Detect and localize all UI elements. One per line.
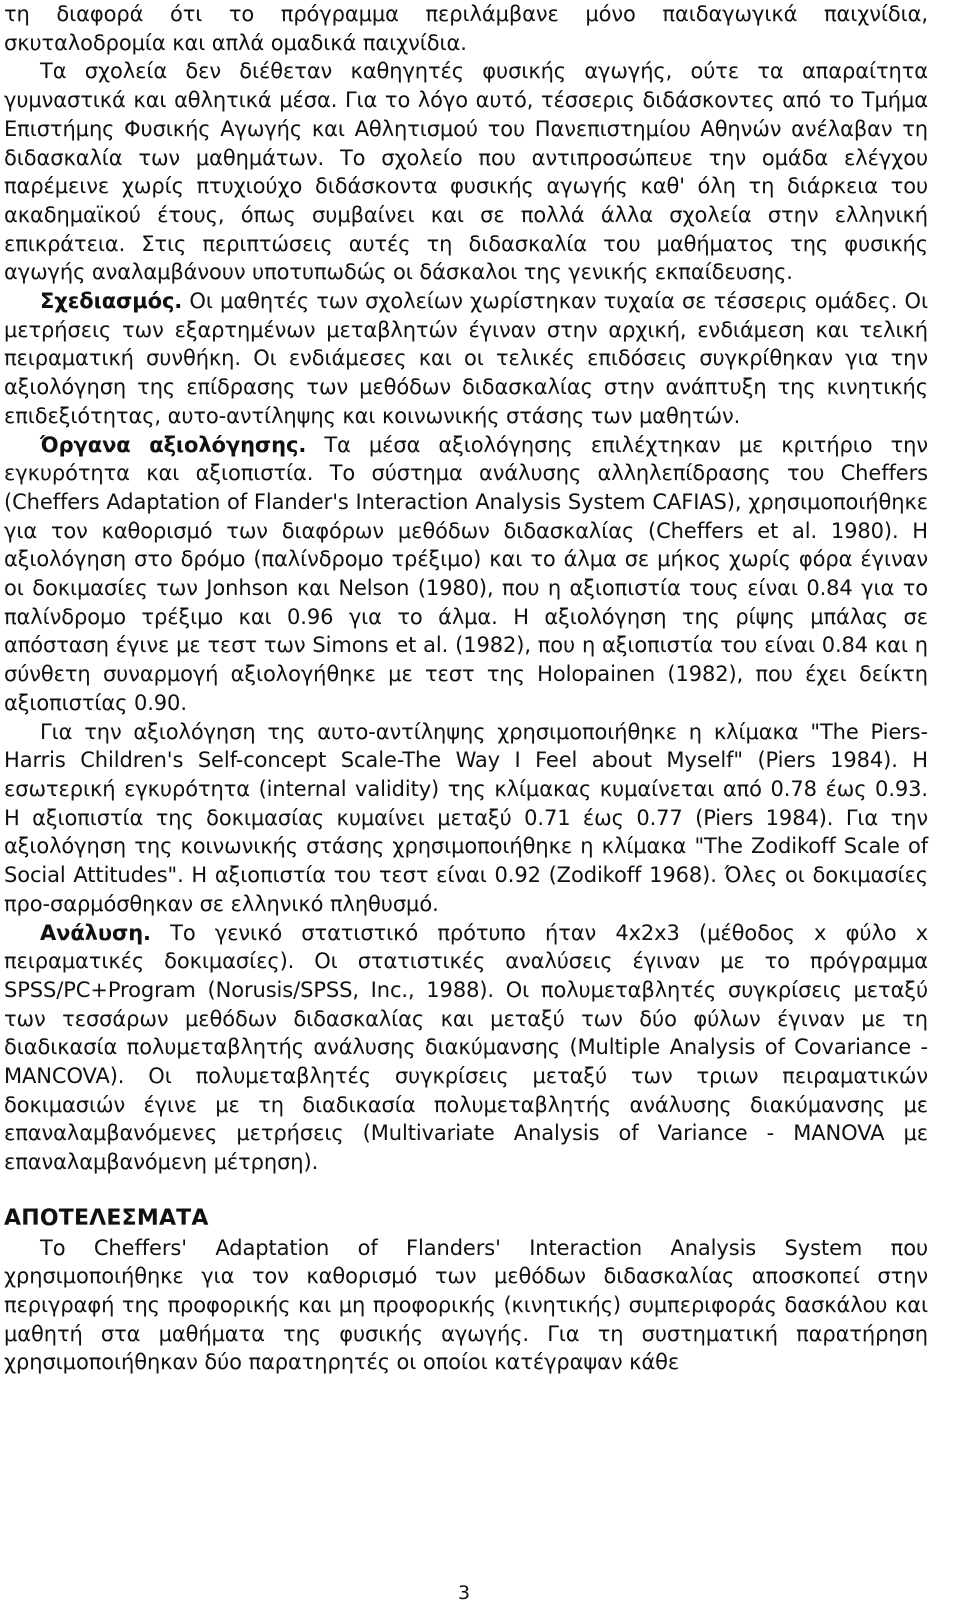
document-page [4, 0, 928, 1377]
paragraph-text: Τα σχολεία δεν διέθεταν καθηγητές φυσικής αγωγής, ούτε τα απαραίτητα γυμναστικά και αθλητικά μέσα. Για το λόγο αυτό, τέσσερις διδάσκοντες από το Τμήμα Επιστήμης Φυσικής Αγωγής και Αθλητισμού του Πανεπιστημίου Αθηνών ανέλαβαν τη διδασκαλία των μαθημάτων. Το σχολείο που αντιπροσώπευε την ομάδα ελέγχου παρέμεινε χωρίς πτυχιούχο διδάσκοντα φυσικής αγωγής καθ' όλη τη διάρκεια του ακαδημαϊκού έτους, όπως συμβαίνει και σε πολλά άλλα σχολεία στην ελληνική επικράτεια. Στις περιπτώσεις αυτές τη διδασκαλία του μαθήματος της φυσικής αγωγής αναλαμβάνουν υποτυπωδώς οι δάσκαλοι της γενικής εκπαίδευσης. [4, 59, 928, 285]
paragraph-text: Οι μαθητές των σχολείων χωρίστηκαν τυχαία σε τέσσερις ομάδες. Οι μετρήσεις των εξαρτημένων μεταβλητών έγιναν στην αρχική, ενδιάμεση και τελική πειραματική συνθήκη. Οι ενδιάμεσες και οι τελικές επιδόσεις συγκρίθηκαν για την αξιολόγηση της επίδρασης των μεθόδων διδασκαλίας στην ανάπτυξη της κινητικής επιδεξιότητας, αυτο-αντίληψης και κοινωνικής στάσης των μαθητών. [4, 289, 928, 428]
paragraph-analysis [4, 919, 928, 1177]
paragraph-results [4, 1234, 928, 1378]
paragraph-self-concept [4, 718, 928, 919]
paragraph-text: τη διαφορά ότι το πρόγραμμα περιλάμβανε μόνο παιδαγωγικά παιχνίδια, σκυταλοδρομία και απλά ομαδικά παιχνίδια. [4, 2, 928, 55]
section-heading-results: ΑΠΟΤΕΛΕΣΜΑΤΑ [4, 1205, 209, 1231]
paragraph-lead-analysis: Ανάλυση. [40, 920, 151, 945]
paragraph-instruments [4, 431, 928, 718]
paragraph-text: Το γενικό στατιστικό πρότυπο ήταν 4x2x3 (μέθοδος x φύλο x πειραματικές δοκιμασίες). Οι στατιστικές αναλύσεις έγιναν με το πρόγραμμα SPSS/PC+Program (Norusis/SPSS, Inc., 1988). Οι πολυμεταβλητές συγκρίσεις μεταξύ των τεσσάρων μεθόδων διδασκαλίας και μεταξύ των δύο φύλων έγιναν με τη διαδικασία πολυμεταβλητής ανάλυσης διακύμανσης (Multiple Analysis of Covariance - MANCOVA). Οι πολυμεταβλητές συγκρίσεις μεταξύ των τριων πειραματικών δοκιμασιών έγινε με τη διαδικασία πολυμεταβλητής ανάλυσης διακύμανσης με επαναλαμβανόμενες μετρήσεις (Multivariate Analysis of Variance - MANOVA με επαναλαμβανόμενη μέτρηση). [4, 920, 928, 1175]
paragraph-lead-design: Σχεδιασμός. [40, 289, 183, 314]
paragraph-text: Το Cheffers' Adaptation of Flanders' Interaction Analysis System που χρησιμοποιήθηκε για τον καθορισμό των μεθόδων διδασκαλίας αποσκοπεί στην περιγραφή της προφορικής και μη προφορικής (κινητικής) συμπεριφοράς δασκάλου και μαθητή στα μαθήματα της φυσικής αγωγής. Για τη συστηματική παρατήρηση χρησιμοποιήθηκαν δύο παρατηρητές οι οποίοι κατέγραψαν κάθε [4, 1235, 928, 1375]
paragraph-schools [4, 57, 928, 287]
paragraph-design [4, 287, 928, 431]
paragraph-lead-instruments: Όργανα αξιολόγησης. [40, 432, 307, 457]
paragraph-text: Τα μέσα αξιολόγησης επιλέχτηκαν με κριτήριο την εγκυρότητα και αξιοπιστία. Το σύστημα ανάλυσης αλληλεπίδρασης του Cheffers (Cheffers Adaptation of Flander's Interaction Analysis System CAFIAS), χρησιμοποιήθηκε για τον καθορισμό των διαφόρων μεθόδων διδασκαλίας (Cheffers et al. 1980). Η αξιολόγηση στο δρόμο (παλίνδρομο τρέξιμο) και το άλμα σε μήκος χωρίς φόρα έγιναν οι δοκιμασίες των Jonhson και Nelson (1980), που η αξιοπιστία τους είναι 0.84 για το παλίνδρομο τρέξιμο και 0.96 για το άλμα. Η αξιολόγηση της ρίψης μπάλας σε απόσταση έγινε με τεστ των Simons et al. (1982), που η αξιοπιστία του είναι 0.84 και η σύνθετη συναρμογή αξιολογήθηκε με τεστ της Holopainen (1982), που έχει δείκτη αξιοπιστίας 0.90. [4, 432, 928, 715]
page-number: 3 [457, 1582, 471, 1604]
paragraph-continuation [4, 0, 928, 57]
paragraph-text: Για την αξιολόγηση της αυτο-αντίληψης χρησιμοποιήθηκε η κλίμακα "The Piers-Harris Children's Self-concept Scale-The Way I Feel about Myself" (Piers 1984). Η εσωτερική εγκυρότητα (internal validity) της κλίμακας κυμαίνεται από 0.78 έως 0.93. Η αξιοπιστία της δοκιμασίας κυμαίνει μεταξύ 0.71 έως 0.77 (Piers 1984). Για την αξιολόγηση της κοινωνικής στάσης χρησιμοποιήθηκε η κλίμακα "The Zodikoff Scale of Social Attitudes". Η αξιοπιστία του τεστ είναι 0.92 (Zodikoff 1968). Όλες οι δοκιμασίες προ-σαρμόσθηκαν σε ελληνικό πληθυσμό. [4, 719, 928, 916]
